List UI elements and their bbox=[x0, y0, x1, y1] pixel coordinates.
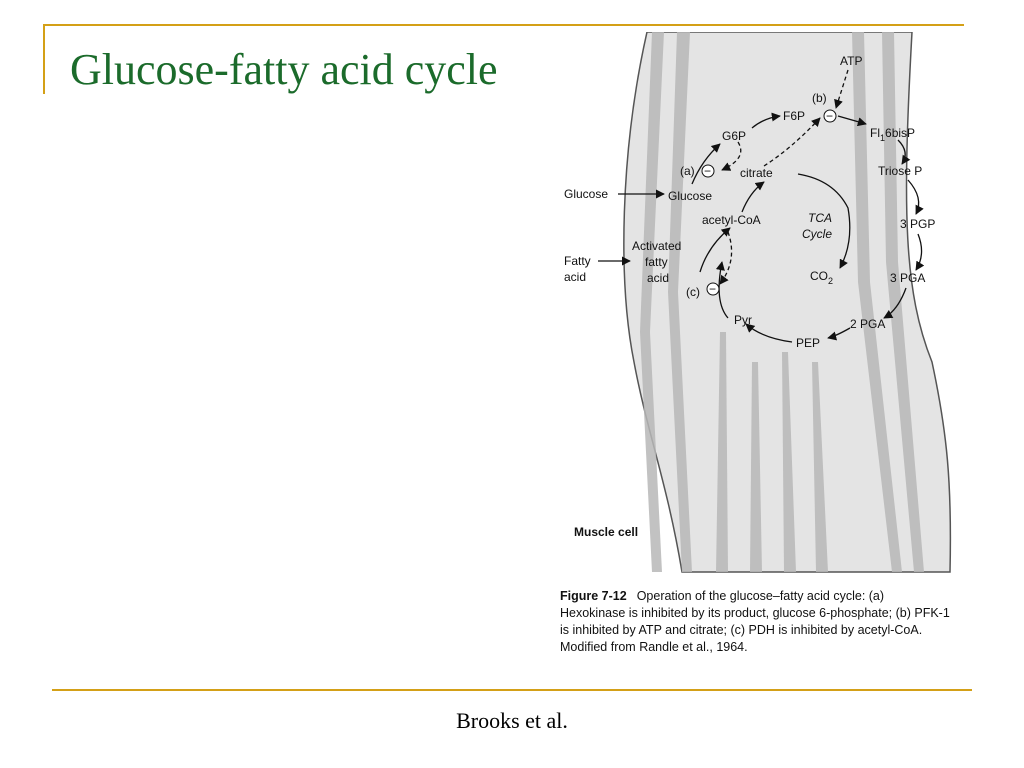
figure-caption-text: Operation of the glucose–fatty acid cycle: (a) Hexokinase is inhibited by its product, glucose 6-phosphate; (b) PFK-1 is inhibited by ATP and citrate; (c) PDH is inhibited by acetyl-CoA. Modified from Randle et al., 1964. bbox=[560, 589, 950, 654]
co2-label: $CO_2$ bbox=[810, 269, 834, 286]
f6p-label: F6P bbox=[783, 109, 806, 123]
glucose-fatty-acid-diagram bbox=[552, 32, 954, 684]
activated-label-1: Activated bbox=[632, 239, 682, 253]
atp-label: ATP bbox=[840, 54, 863, 68]
triose-p-label: Triose P bbox=[878, 164, 923, 178]
inhibit-symbol-a bbox=[702, 164, 714, 178]
fatty-acid-label-2: acid bbox=[564, 270, 587, 284]
acetyl-coa-label: acetyl-CoA bbox=[702, 213, 761, 227]
citrate-label: citrate bbox=[740, 166, 773, 180]
slide-title: Glucose-fatty acid cycle bbox=[70, 45, 498, 94]
f16bisp-label: $Fl_16bisP$ bbox=[870, 126, 916, 143]
slide-footer: Brooks et al. bbox=[456, 708, 568, 733]
figure-caption bbox=[560, 588, 952, 656]
glucose-inside-label: Glucose bbox=[668, 189, 713, 203]
pyr-label: Pyr bbox=[734, 313, 752, 327]
inhibitor-c-label: (c) bbox=[686, 285, 700, 299]
inhibitor-b-label: (b) bbox=[812, 91, 827, 105]
figure-panel bbox=[552, 32, 954, 684]
svg-text:−: − bbox=[709, 282, 717, 296]
pgp-label: 3 PGP bbox=[900, 217, 936, 231]
figure-number: Figure 7-12 bbox=[560, 589, 627, 603]
glucose-outside-label: Glucose bbox=[564, 187, 609, 201]
svg-text:−: − bbox=[704, 164, 712, 178]
tca-label-1: TCA bbox=[808, 211, 832, 225]
activated-label-3: acid bbox=[647, 271, 670, 285]
fatty-acid-label-1: Fatty bbox=[564, 254, 591, 268]
activated-label-2: fatty bbox=[645, 255, 668, 269]
inhibit-symbol-c bbox=[707, 282, 719, 296]
inhibit-symbol-b bbox=[824, 109, 836, 123]
pga3-label: 3 PGA bbox=[890, 271, 926, 285]
side-rule bbox=[43, 24, 45, 94]
g6p-label: G6P bbox=[722, 129, 747, 143]
top-rule bbox=[43, 24, 964, 26]
svg-text:−: − bbox=[826, 109, 834, 123]
tca-label-2: Cycle bbox=[802, 227, 833, 241]
pga2-label: 2 PGA bbox=[850, 317, 886, 331]
muscle-cell-label: Muscle cell bbox=[574, 525, 639, 539]
inhibitor-a-label: (a) bbox=[680, 164, 695, 178]
bottom-rule bbox=[52, 689, 972, 691]
pep-label: PEP bbox=[796, 336, 821, 350]
